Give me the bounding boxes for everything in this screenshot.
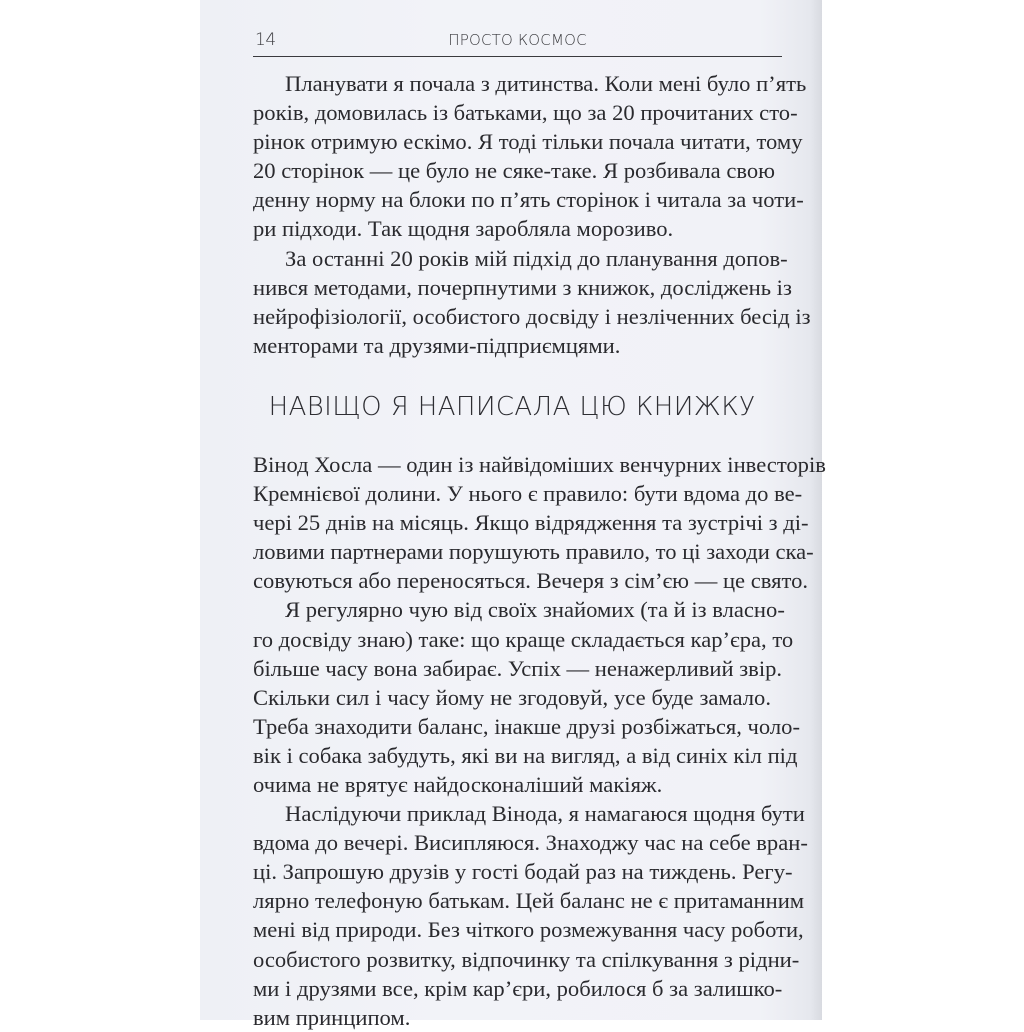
text-line: нейрофізіології, особистого досвіду і незліченних бесід із [253,303,811,329]
text-line: рінок отримую ескімо. Я тоді тільки почала читати, тому [253,129,803,155]
text-line: вим принципом. [253,1004,411,1030]
text-line: нився методами, почерпнутими з книжок, досліджень із [253,274,792,300]
text-line: денну норму на блоки по п’ять сторінок і читала за чоти- [253,187,804,213]
text-line: ловими партнерами порушують правило, то ці заходи ска- [253,539,814,565]
text-line: Наслідуючи приклад Вінода, я намагаюся щодня бути [285,801,805,827]
text-line: За останні 20 років мій підхід до планування допов- [285,245,788,271]
paragraph [253,595,800,799]
body-text [253,69,826,1032]
text-line: 20 сторінок — це було не сяке-таке. Я розбивала свою [253,158,776,184]
section-heading: НАВІЩО Я НАПИСАЛА ЦЮ КНИЖКУ [268,391,756,422]
paragraph [253,799,808,1032]
running-head [253,26,782,57]
text-line: ми і друзями все, крім кар’єри, робилося б за залишко- [253,975,783,1001]
text-line: Треба знаходити баланс, інакше друзі розбіжаться, чоло- [253,713,800,739]
text-line: Скільки сил і часу йому не згодовуй, усе буде замало. [253,684,771,710]
text-line: мені від природи. Без чіткого розмежування часу роботи, [253,917,804,943]
paragraph [253,244,811,360]
text-line: більше часу вона забирає. Успіх — ненажерливий звір. [253,655,783,681]
text-line: го досвіду знаю) таке: що краще складається кар’єра, то [253,626,794,652]
text-line: Я регулярно чую від своїх знайомих (та й із власно- [285,597,785,623]
text-line: менторами та друзями-підприємцями. [253,332,621,358]
text-line: Планувати я почала з дитинства. Коли мені було п’ять [285,71,807,96]
paragraph [253,450,826,595]
book-page [200,0,826,1030]
page-number: 14 [255,30,276,50]
text-line: ці. Запрошую друзів у гості бодай раз на тиждень. Регу- [253,859,793,885]
text-line: особистого розвитку, відпочинку та спілкування з рідни- [253,946,800,972]
text-line: очима не врятує найдосконаліший макіяж. [253,771,663,797]
text-line: Вінод Хосла — один із найвідоміших венчурних інвесторів [253,451,826,477]
text-line: Кремнієвої долини. У нього є правило: бути вдома до ве- [253,481,803,507]
book-title: ПРОСТО КОСМОС [448,31,587,49]
paragraph [253,69,807,244]
text-line: ри підходи. Так щодня заробляла морозиво. [253,216,674,242]
text-line: совуються або переносяться. Вечеря з сім’єю — це свято. [253,568,809,594]
text-line: лярно телефоную батькам. Цей баланс не є притаманним [253,888,805,914]
text-line: чері 25 днів на місяць. Якщо відрядження та зустрічі з ді- [253,510,809,536]
text-line: вдома до вечері. Висипляюся. Знаходжу час на себе вран- [253,830,808,856]
text-line: років, домовилась із батьками, що за 20 прочитаних сто- [253,100,798,126]
text-line: вік і собака забудуть, які ви на вигляд, а від синіх кіл під [253,742,798,768]
